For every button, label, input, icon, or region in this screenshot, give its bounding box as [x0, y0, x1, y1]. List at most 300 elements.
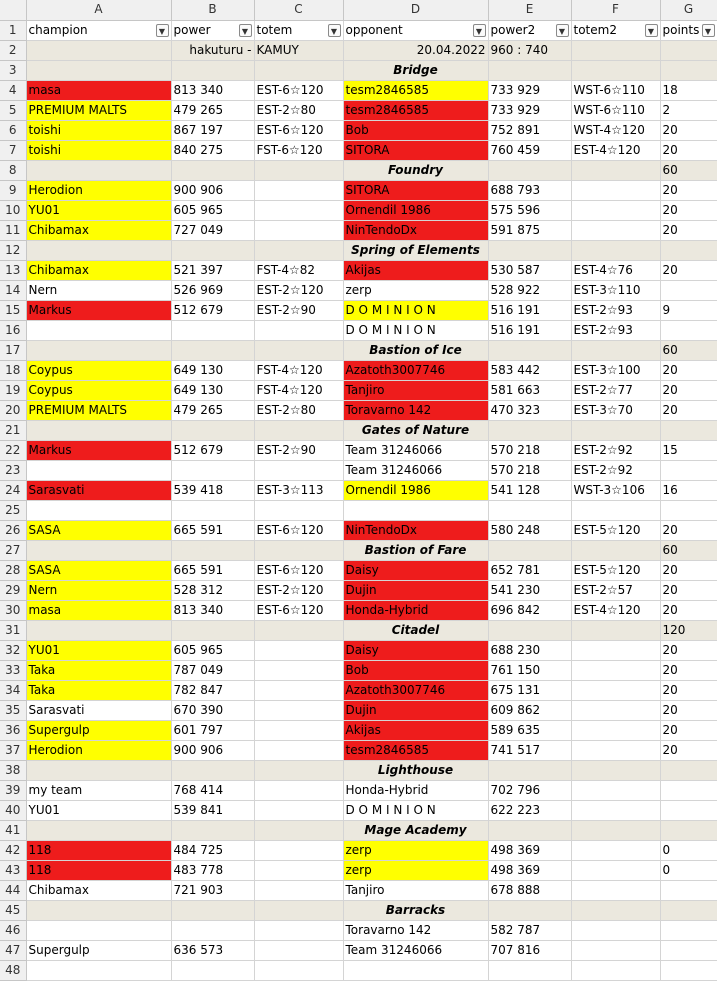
cell[interactable] [254, 760, 343, 780]
cell-g[interactable]: 20 [660, 180, 717, 200]
cell[interactable] [26, 240, 171, 260]
row-number[interactable]: 40 [0, 800, 26, 820]
cell-f[interactable] [571, 880, 660, 900]
cell-a[interactable]: toishi [26, 120, 171, 140]
cell-a[interactable]: Chibamax [26, 220, 171, 240]
row-number[interactable]: 42 [0, 840, 26, 860]
cell[interactable] [571, 760, 660, 780]
cell-a[interactable]: 118 [26, 840, 171, 860]
cell[interactable] [571, 540, 660, 560]
cell-a[interactable] [26, 960, 171, 980]
row-number[interactable]: 47 [0, 940, 26, 960]
cell-a[interactable] [26, 460, 171, 480]
cell-e[interactable]: 541 230 [488, 580, 571, 600]
cell-d[interactable]: Ornendil 1986 [343, 480, 488, 500]
cell-g[interactable]: 20 [660, 740, 717, 760]
cell[interactable] [26, 420, 171, 440]
cell-g[interactable]: 20 [660, 520, 717, 540]
cell-g[interactable]: 16 [660, 480, 717, 500]
cell[interactable] [488, 820, 571, 840]
section-title[interactable]: Bastion of Fare [343, 540, 488, 560]
cell-d[interactable]: Akijas [343, 720, 488, 740]
cell-e[interactable]: 707 816 [488, 940, 571, 960]
cell-c[interactable]: EST-2☆90 [254, 300, 343, 320]
row-number[interactable]: 13 [0, 260, 26, 280]
cell-a[interactable]: Taka [26, 680, 171, 700]
cell-e[interactable]: 498 369 [488, 840, 571, 860]
cell[interactable] [488, 420, 571, 440]
cell[interactable] [488, 60, 571, 80]
cell[interactable] [26, 820, 171, 840]
cell-b[interactable]: 483 778 [171, 860, 254, 880]
cell-b[interactable]: 528 312 [171, 580, 254, 600]
row-number[interactable]: 37 [0, 740, 26, 760]
cell-e[interactable]: 516 191 [488, 300, 571, 320]
cell-d[interactable]: D O M I N I O N [343, 300, 488, 320]
filter-dropdown-icon[interactable]: ▼ [702, 24, 715, 37]
cell-f[interactable]: WST-6☆110 [571, 80, 660, 100]
cell-f[interactable] [571, 840, 660, 860]
cell-e[interactable]: 541 128 [488, 480, 571, 500]
cell-c[interactable] [254, 680, 343, 700]
cell-a[interactable]: PREMIUM MALTS [26, 100, 171, 120]
cell-f[interactable] [571, 220, 660, 240]
cell-f[interactable] [571, 960, 660, 980]
cell-d[interactable]: Akijas [343, 260, 488, 280]
cell-b[interactable]: 813 340 [171, 600, 254, 620]
row-number[interactable]: 14 [0, 280, 26, 300]
cell-d[interactable]: Tanjiro [343, 380, 488, 400]
cell-c[interactable]: EST-6☆120 [254, 560, 343, 580]
cell-a[interactable]: Markus [26, 440, 171, 460]
cell-b[interactable]: 665 591 [171, 520, 254, 540]
cell-e[interactable]: 581 663 [488, 380, 571, 400]
cell-b[interactable]: 813 340 [171, 80, 254, 100]
cell-d[interactable]: Honda-Hybrid [343, 780, 488, 800]
cell-e[interactable]: 675 131 [488, 680, 571, 700]
cell[interactable] [660, 240, 717, 260]
cell-g[interactable]: 20 [660, 640, 717, 660]
cell-b[interactable]: 721 903 [171, 880, 254, 900]
row-number[interactable]: 35 [0, 700, 26, 720]
filter-dropdown-icon[interactable]: ▼ [156, 24, 169, 37]
cell-f[interactable] [571, 860, 660, 880]
cell-g[interactable]: 20 [660, 200, 717, 220]
cell-b[interactable]: 512 679 [171, 440, 254, 460]
cell-c[interactable]: FST-6☆120 [254, 140, 343, 160]
cell-c[interactable] [254, 660, 343, 680]
cell[interactable] [660, 420, 717, 440]
cell-c[interactable]: EST-2☆120 [254, 580, 343, 600]
cell-e[interactable]: 752 891 [488, 120, 571, 140]
cell-a[interactable]: Herodion [26, 180, 171, 200]
cell-d[interactable]: tesm2846585 [343, 100, 488, 120]
cell-e[interactable]: 498 369 [488, 860, 571, 880]
cell-c[interactable]: FST-4☆120 [254, 380, 343, 400]
cell-a[interactable]: Nern [26, 580, 171, 600]
cell-c[interactable] [254, 500, 343, 520]
cell-g[interactable]: 9 [660, 300, 717, 320]
cell-c[interactable]: EST-6☆120 [254, 520, 343, 540]
column-header-f[interactable]: F [571, 0, 660, 20]
cell-b[interactable]: 840 275 [171, 140, 254, 160]
cell[interactable] [571, 340, 660, 360]
cell[interactable] [26, 60, 171, 80]
cell[interactable] [26, 620, 171, 640]
row-number[interactable]: 12 [0, 240, 26, 260]
cell-f[interactable]: WST-4☆120 [571, 120, 660, 140]
cell-d[interactable]: tesm2846585 [343, 80, 488, 100]
row-number[interactable]: 48 [0, 960, 26, 980]
cell-d[interactable]: zerp [343, 840, 488, 860]
cell-f[interactable]: EST-3☆110 [571, 280, 660, 300]
cell-e[interactable]: 609 862 [488, 700, 571, 720]
filter-dropdown-icon[interactable]: ▼ [645, 24, 658, 37]
cell[interactable] [660, 820, 717, 840]
cell-g[interactable]: 0 [660, 860, 717, 880]
cell-e[interactable]: 761 150 [488, 660, 571, 680]
cell-f[interactable]: WST-6☆110 [571, 100, 660, 120]
cell-a[interactable]: Markus [26, 300, 171, 320]
cell-c[interactable] [254, 780, 343, 800]
cell-f[interactable] [571, 920, 660, 940]
cell[interactable] [571, 820, 660, 840]
row-number[interactable]: 31 [0, 620, 26, 640]
cell-f[interactable] [571, 660, 660, 680]
column-header-a[interactable]: A [26, 0, 171, 20]
row-number[interactable]: 28 [0, 560, 26, 580]
cell-e[interactable]: 570 218 [488, 460, 571, 480]
row-number[interactable]: 20 [0, 400, 26, 420]
row-number[interactable]: 41 [0, 820, 26, 840]
cell-g[interactable]: 15 [660, 440, 717, 460]
cell-e[interactable]: 702 796 [488, 780, 571, 800]
cell-f[interactable] [571, 180, 660, 200]
cell[interactable] [26, 40, 171, 60]
row-number[interactable]: 39 [0, 780, 26, 800]
cell[interactable] [254, 160, 343, 180]
row-number[interactable]: 44 [0, 880, 26, 900]
cell-b[interactable] [171, 320, 254, 340]
cell-b[interactable]: 670 390 [171, 700, 254, 720]
cell-f[interactable]: EST-4☆76 [571, 260, 660, 280]
cell-a[interactable]: PREMIUM MALTS [26, 400, 171, 420]
cell-c[interactable]: FST-4☆82 [254, 260, 343, 280]
cell-d[interactable]: Dujin [343, 580, 488, 600]
header-cell-power2[interactable] [488, 20, 571, 40]
column-header-g[interactable]: G [660, 0, 717, 20]
cell[interactable] [171, 620, 254, 640]
cell-b[interactable]: 782 847 [171, 680, 254, 700]
cell-e[interactable]: 622 223 [488, 800, 571, 820]
cell-b[interactable]: 649 130 [171, 380, 254, 400]
cell-b[interactable]: 727 049 [171, 220, 254, 240]
row-number[interactable]: 34 [0, 680, 26, 700]
cell-g[interactable]: 20 [660, 380, 717, 400]
row-number[interactable]: 4 [0, 80, 26, 100]
cell-b[interactable]: 526 969 [171, 280, 254, 300]
header-cell-totem[interactable] [254, 20, 343, 40]
cell-d[interactable]: SITORA [343, 140, 488, 160]
cell[interactable] [26, 540, 171, 560]
cell-g[interactable]: 20 [660, 700, 717, 720]
cell-c[interactable] [254, 200, 343, 220]
cell-e[interactable]: 589 635 [488, 720, 571, 740]
cell-f[interactable]: EST-3☆70 [571, 400, 660, 420]
cell-g[interactable] [660, 940, 717, 960]
cell-f[interactable]: WST-3☆106 [571, 480, 660, 500]
cell[interactable] [488, 620, 571, 640]
cell-a[interactable]: YU01 [26, 200, 171, 220]
cell[interactable] [571, 240, 660, 260]
cell-b[interactable]: 900 906 [171, 180, 254, 200]
row-number[interactable]: 33 [0, 660, 26, 680]
cell-g[interactable] [660, 960, 717, 980]
cell-d[interactable]: tesm2846585 [343, 740, 488, 760]
section-points[interactable]: 60 [660, 540, 717, 560]
cell-e[interactable]: 530 587 [488, 260, 571, 280]
cell-a[interactable]: Taka [26, 660, 171, 680]
cell[interactable] [26, 160, 171, 180]
cell[interactable] [171, 420, 254, 440]
cell-d[interactable]: Toravarno 142 [343, 400, 488, 420]
row-number[interactable]: 18 [0, 360, 26, 380]
row-number[interactable]: 11 [0, 220, 26, 240]
cell-c[interactable]: EST-3☆113 [254, 480, 343, 500]
cell[interactable] [171, 540, 254, 560]
cell-c[interactable] [254, 640, 343, 660]
row-number[interactable]: 26 [0, 520, 26, 540]
cell[interactable] [171, 820, 254, 840]
cell-a[interactable]: YU01 [26, 800, 171, 820]
cell[interactable] [660, 760, 717, 780]
cell[interactable] [254, 240, 343, 260]
cell[interactable] [571, 160, 660, 180]
cell-f[interactable] [571, 680, 660, 700]
cell-b[interactable]: 867 197 [171, 120, 254, 140]
cell-f[interactable]: EST-3☆100 [571, 360, 660, 380]
cell-c[interactable]: EST-2☆80 [254, 100, 343, 120]
cell-c[interactable]: FST-4☆120 [254, 360, 343, 380]
cell-f[interactable] [571, 200, 660, 220]
cell-f[interactable] [571, 640, 660, 660]
cell-a[interactable]: Chibamax [26, 880, 171, 900]
cell-d[interactable]: Azatoth3007746 [343, 360, 488, 380]
cell-g[interactable]: 0 [660, 840, 717, 860]
cell-f[interactable]: EST-2☆92 [571, 440, 660, 460]
cell-d[interactable]: NinTendoDx [343, 520, 488, 540]
cell-f[interactable] [571, 700, 660, 720]
cell[interactable] [254, 620, 343, 640]
cell-c[interactable] [254, 920, 343, 940]
cell-g[interactable] [660, 460, 717, 480]
cell-d[interactable]: Honda-Hybrid [343, 600, 488, 620]
cell-f[interactable] [571, 800, 660, 820]
cell-a[interactable]: Supergulp [26, 720, 171, 740]
cell-f[interactable]: EST-5☆120 [571, 560, 660, 580]
cell-b[interactable]: 539 841 [171, 800, 254, 820]
cell-a[interactable]: 118 [26, 860, 171, 880]
cell[interactable] [254, 340, 343, 360]
cell-a[interactable]: Herodion [26, 740, 171, 760]
cell[interactable]: KAMUY [254, 40, 343, 60]
cell[interactable]: 20.04.2022 [343, 40, 488, 60]
cell-g[interactable]: 20 [660, 720, 717, 740]
cell[interactable] [26, 760, 171, 780]
cell[interactable] [171, 340, 254, 360]
cell-g[interactable]: 20 [660, 660, 717, 680]
section-points[interactable]: 120 [660, 620, 717, 640]
cell[interactable] [571, 60, 660, 80]
cell-e[interactable]: 678 888 [488, 880, 571, 900]
cell-c[interactable] [254, 220, 343, 240]
cell-e[interactable]: 760 459 [488, 140, 571, 160]
cell-a[interactable]: masa [26, 80, 171, 100]
filter-dropdown-icon[interactable]: ▼ [473, 24, 486, 37]
row-number[interactable]: 5 [0, 100, 26, 120]
row-number[interactable]: 21 [0, 420, 26, 440]
row-number[interactable]: 29 [0, 580, 26, 600]
cell-d[interactable]: Tanjiro [343, 880, 488, 900]
row-number[interactable]: 3 [0, 60, 26, 80]
cell[interactable]: 960 : 740 [488, 40, 571, 60]
cell[interactable] [488, 900, 571, 920]
column-header-b[interactable]: B [171, 0, 254, 20]
cell[interactable]: hakuturu - [171, 40, 254, 60]
cell-f[interactable] [571, 940, 660, 960]
cell-f[interactable] [571, 500, 660, 520]
cell[interactable] [660, 60, 717, 80]
row-number[interactable]: 38 [0, 760, 26, 780]
cell-g[interactable]: 20 [660, 360, 717, 380]
cell[interactable] [488, 540, 571, 560]
cell[interactable] [488, 160, 571, 180]
cell-d[interactable]: Team 31246066 [343, 440, 488, 460]
cell-e[interactable]: 688 793 [488, 180, 571, 200]
row-number[interactable]: 16 [0, 320, 26, 340]
section-title[interactable]: Mage Academy [343, 820, 488, 840]
cell-g[interactable]: 2 [660, 100, 717, 120]
cell-f[interactable] [571, 780, 660, 800]
cell-e[interactable]: 741 517 [488, 740, 571, 760]
column-header-c[interactable]: C [254, 0, 343, 20]
cell-a[interactable]: Coypus [26, 380, 171, 400]
cell[interactable] [571, 40, 660, 60]
cell-e[interactable]: 688 230 [488, 640, 571, 660]
cell-g[interactable]: 20 [660, 120, 717, 140]
cell-a[interactable]: Nern [26, 280, 171, 300]
row-number[interactable]: 10 [0, 200, 26, 220]
cell-d[interactable]: Bob [343, 660, 488, 680]
cell-b[interactable]: 539 418 [171, 480, 254, 500]
cell-b[interactable]: 512 679 [171, 300, 254, 320]
row-number[interactable]: 17 [0, 340, 26, 360]
cell-d[interactable]: Team 31246066 [343, 460, 488, 480]
cell-c[interactable] [254, 880, 343, 900]
cell-b[interactable] [171, 960, 254, 980]
cell-g[interactable] [660, 500, 717, 520]
cell-d[interactable]: D O M I N I O N [343, 320, 488, 340]
filter-dropdown-icon[interactable]: ▼ [328, 24, 341, 37]
cell[interactable] [254, 420, 343, 440]
cell-d[interactable] [343, 500, 488, 520]
cell-f[interactable]: EST-2☆93 [571, 320, 660, 340]
cell-c[interactable] [254, 460, 343, 480]
header-cell-power[interactable] [171, 20, 254, 40]
cell-b[interactable] [171, 460, 254, 480]
cell-c[interactable]: EST-6☆120 [254, 600, 343, 620]
cell[interactable] [488, 340, 571, 360]
cell-b[interactable]: 601 797 [171, 720, 254, 740]
cell-e[interactable]: 733 929 [488, 80, 571, 100]
cell-c[interactable] [254, 960, 343, 980]
cell[interactable] [26, 340, 171, 360]
cell-e[interactable]: 575 596 [488, 200, 571, 220]
cell-f[interactable]: EST-4☆120 [571, 600, 660, 620]
cell-d[interactable] [343, 960, 488, 980]
cell-b[interactable]: 605 965 [171, 640, 254, 660]
cell[interactable] [171, 900, 254, 920]
row-number[interactable]: 23 [0, 460, 26, 480]
row-number[interactable]: 7 [0, 140, 26, 160]
cell-d[interactable]: SITORA [343, 180, 488, 200]
row-number[interactable]: 25 [0, 500, 26, 520]
cell-a[interactable]: SASA [26, 520, 171, 540]
section-title[interactable]: Lighthouse [343, 760, 488, 780]
cell-b[interactable] [171, 920, 254, 940]
cell-c[interactable]: EST-2☆120 [254, 280, 343, 300]
cell-e[interactable]: 570 218 [488, 440, 571, 460]
cell[interactable] [254, 820, 343, 840]
cell-b[interactable]: 649 130 [171, 360, 254, 380]
cell[interactable] [26, 900, 171, 920]
cell-c[interactable] [254, 740, 343, 760]
row-number[interactable]: 9 [0, 180, 26, 200]
select-all-corner[interactable] [0, 0, 26, 20]
cell[interactable] [571, 900, 660, 920]
cell-g[interactable] [660, 280, 717, 300]
cell-e[interactable]: 591 875 [488, 220, 571, 240]
cell-c[interactable]: EST-6☆120 [254, 80, 343, 100]
row-number[interactable]: 36 [0, 720, 26, 740]
cell-d[interactable]: Daisy [343, 560, 488, 580]
section-title[interactable]: Citadel [343, 620, 488, 640]
cell-d[interactable]: Azatoth3007746 [343, 680, 488, 700]
row-number[interactable]: 27 [0, 540, 26, 560]
cell-g[interactable]: 20 [660, 140, 717, 160]
cell-e[interactable]: 516 191 [488, 320, 571, 340]
cell-c[interactable]: EST-2☆80 [254, 400, 343, 420]
cell-a[interactable]: YU01 [26, 640, 171, 660]
row-number[interactable]: 30 [0, 600, 26, 620]
filter-dropdown-icon[interactable]: ▼ [556, 24, 569, 37]
cell-f[interactable]: EST-5☆120 [571, 520, 660, 540]
cell-e[interactable]: 582 787 [488, 920, 571, 940]
cell-a[interactable] [26, 500, 171, 520]
cell-a[interactable]: masa [26, 600, 171, 620]
cell[interactable] [571, 620, 660, 640]
row-number[interactable]: 1 [0, 20, 26, 40]
cell-g[interactable]: 20 [660, 220, 717, 240]
section-title[interactable]: Bastion of Ice [343, 340, 488, 360]
cell-g[interactable]: 20 [660, 400, 717, 420]
cell-b[interactable]: 787 049 [171, 660, 254, 680]
cell[interactable] [171, 760, 254, 780]
section-points[interactable]: 60 [660, 340, 717, 360]
cell-d[interactable]: Daisy [343, 640, 488, 660]
cell-a[interactable]: SASA [26, 560, 171, 580]
row-number[interactable]: 24 [0, 480, 26, 500]
